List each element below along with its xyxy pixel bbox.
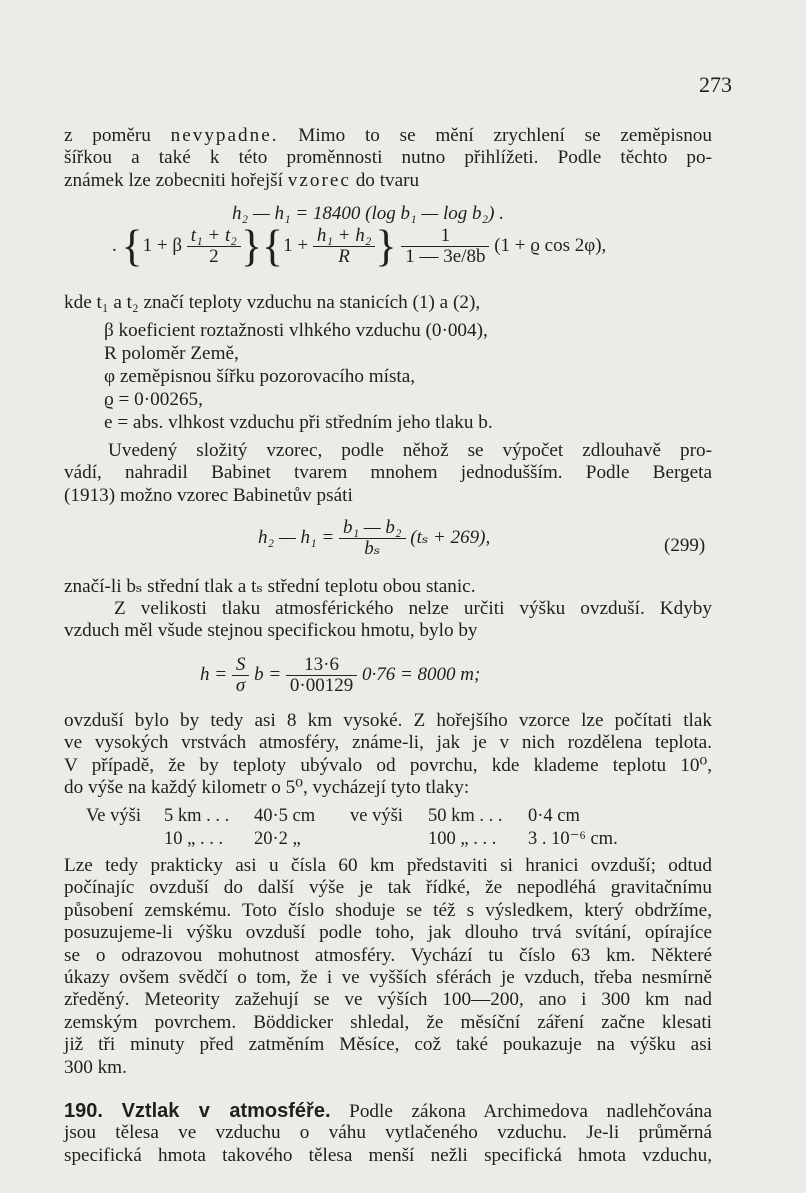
pressure-table	[86, 805, 618, 851]
fraction: $\frac{\text{b₁ — b₂}}{\text{bₛ}}$	[339, 518, 406, 559]
fraction: $\frac{S}{\sigma}$	[232, 655, 250, 696]
definitions-intro: kde t₁ a t₂ značí teploty vzduchu na stanicích (1) a (2),	[64, 292, 481, 313]
section-number: 190.	[64, 1100, 103, 1122]
paragraph-means: značí-li bₛ střední tlak a tₛ střední teplotu obou stanic.	[64, 576, 476, 597]
definition-item: ϱ = 0·00265,	[104, 389, 203, 410]
formula-line-2: . {1 + β $\frac{\text{t₁ + t₂}}{2}$ }{1 + $\frac{\text{h₁ + h₂}}{R}$ } $\frac{1}{1 — 3e/8b}$ (1 + ϱ cos 2φ),	[112, 221, 607, 271]
page-number: 273	[699, 72, 732, 97]
definition-item: φ zeměpisnou šířku pozorovacího místa,	[104, 366, 416, 387]
fraction: $\frac{13\cdot 6}{0\cdot 00129}$	[286, 655, 357, 696]
paragraph-babinet: Uvedený složitý vzorec, podle něhož se výpočet zdlouhavě pro- vádí, nahradil Babinet tvarem mnohem jednodušším. Podle Bergeta (1913) možno vzorec Babinetův psáti	[64, 440, 712, 506]
fraction: $\frac{\text{t₁ + t₂}}{2}$	[187, 226, 241, 267]
definitions-list	[104, 319, 493, 434]
formula-height: h = $\frac{S}{\sigma}$ b = $\frac{13\cdot 6}{0\cdot 00129}$ 0·76 = 8000 m;	[200, 654, 481, 696]
table-row: 10 „ . . . 20·2 „ 100 „ . . . 3 . 10⁻⁶ cm.	[164, 829, 618, 849]
section-title: Vztlak v atmosféře.	[121, 1100, 331, 1122]
formula-line-1: h₂ — h₁ = 18400 (log b₁ — log b₂) .	[232, 203, 504, 224]
section-190: 190. Vztlak v atmosféře. Podle zákona Archimedova nadlehčována jsou tělesa ve vzduchu o váhu vytlačeného vzduchu. Je-li průměrná specifická hmota takového tělesa menší nežli specifická hmota vzduchu,	[64, 1100, 712, 1166]
table-row: Ve výši 5 km . . . 40·5 cm ve výši 50 km . . . 0·4 cm	[86, 806, 580, 826]
fraction: $\frac{\text{h₁ + h₂}}{R}$	[313, 226, 376, 267]
text-line: známek lze zobecniti hořejší vzorec do tvaru	[64, 169, 420, 191]
text-line: šířkou a také k této proměnnosti nutno přihlížeti. Podle těchto po-	[64, 147, 712, 169]
definition-item: β koeficient roztažnosti vlhkého vzduchu (0·004),	[104, 320, 488, 341]
formula-babinet: h₂ — h₁ = $\frac{\text{b₁ — b₂}}{\text{bₛ}}$ (tₛ + 269),	[258, 517, 491, 559]
paragraph-intro	[64, 125, 712, 192]
definition-item: R poloměr Země,	[104, 343, 239, 364]
paragraph-boundary: Lze tedy prakticky asi u čísla 60 km představiti si hranici ovzduší; odtud počínajíc ovzduší do další výše je tak řídké, že nepodléhá gravitačnímu působení zemskému. Toto číslo shoduje se též s výsledkem, který obdržíme, posuzujeme-li výšku ovzduší podle toho, jak dlouho trvá svítání, opírajíce se o odrazovou mohutnost atmosféry. Vychází tu číslo 63 km. Některé úkazy ovšem svědčí o tom, že i ve vyšších sférách je vzduch, třeba nesmírně zředěný. Meteority zažehují se ve výších 100—200, ano i 300 km nad zemským povrchem. Böddicker shledal, že měsíční záření začne klesati již tři minuty před zatměním Měsíce, což také poukazuje na výšku asi 300 km.	[64, 855, 712, 1078]
equation-number: (299)	[664, 535, 706, 556]
paragraph-atmosphere: ovzduší bylo by tedy asi 8 km vysoké. Z hořejšího vzorce lze počítati tlak ve vysokých vrstvách atmosféry, známe-li, jak je v nich rozdělena teplota. V případě, že by teploty ubývalo od povrchu, kde klademe teplotu 10⁰, do výše na každý kilometr o 5⁰, vycházejí tyto tlaky:	[64, 710, 712, 799]
text-line: z poměru nevypadne. Mimo to se mění zrychlení se zeměpisnou	[64, 125, 712, 146]
paragraph-pressure: Z velikosti tlaku atmosférického nelze určiti výšku ovzduší. Kdyby vzduch měl všude stejnou specifickou hmotu, bylo by	[64, 598, 712, 642]
fraction: $\frac{1}{1 — 3e/8b}$	[401, 226, 489, 267]
definition-item: e = abs. vlhkost vzduchu při středním jeho tlaku b.	[104, 412, 493, 433]
